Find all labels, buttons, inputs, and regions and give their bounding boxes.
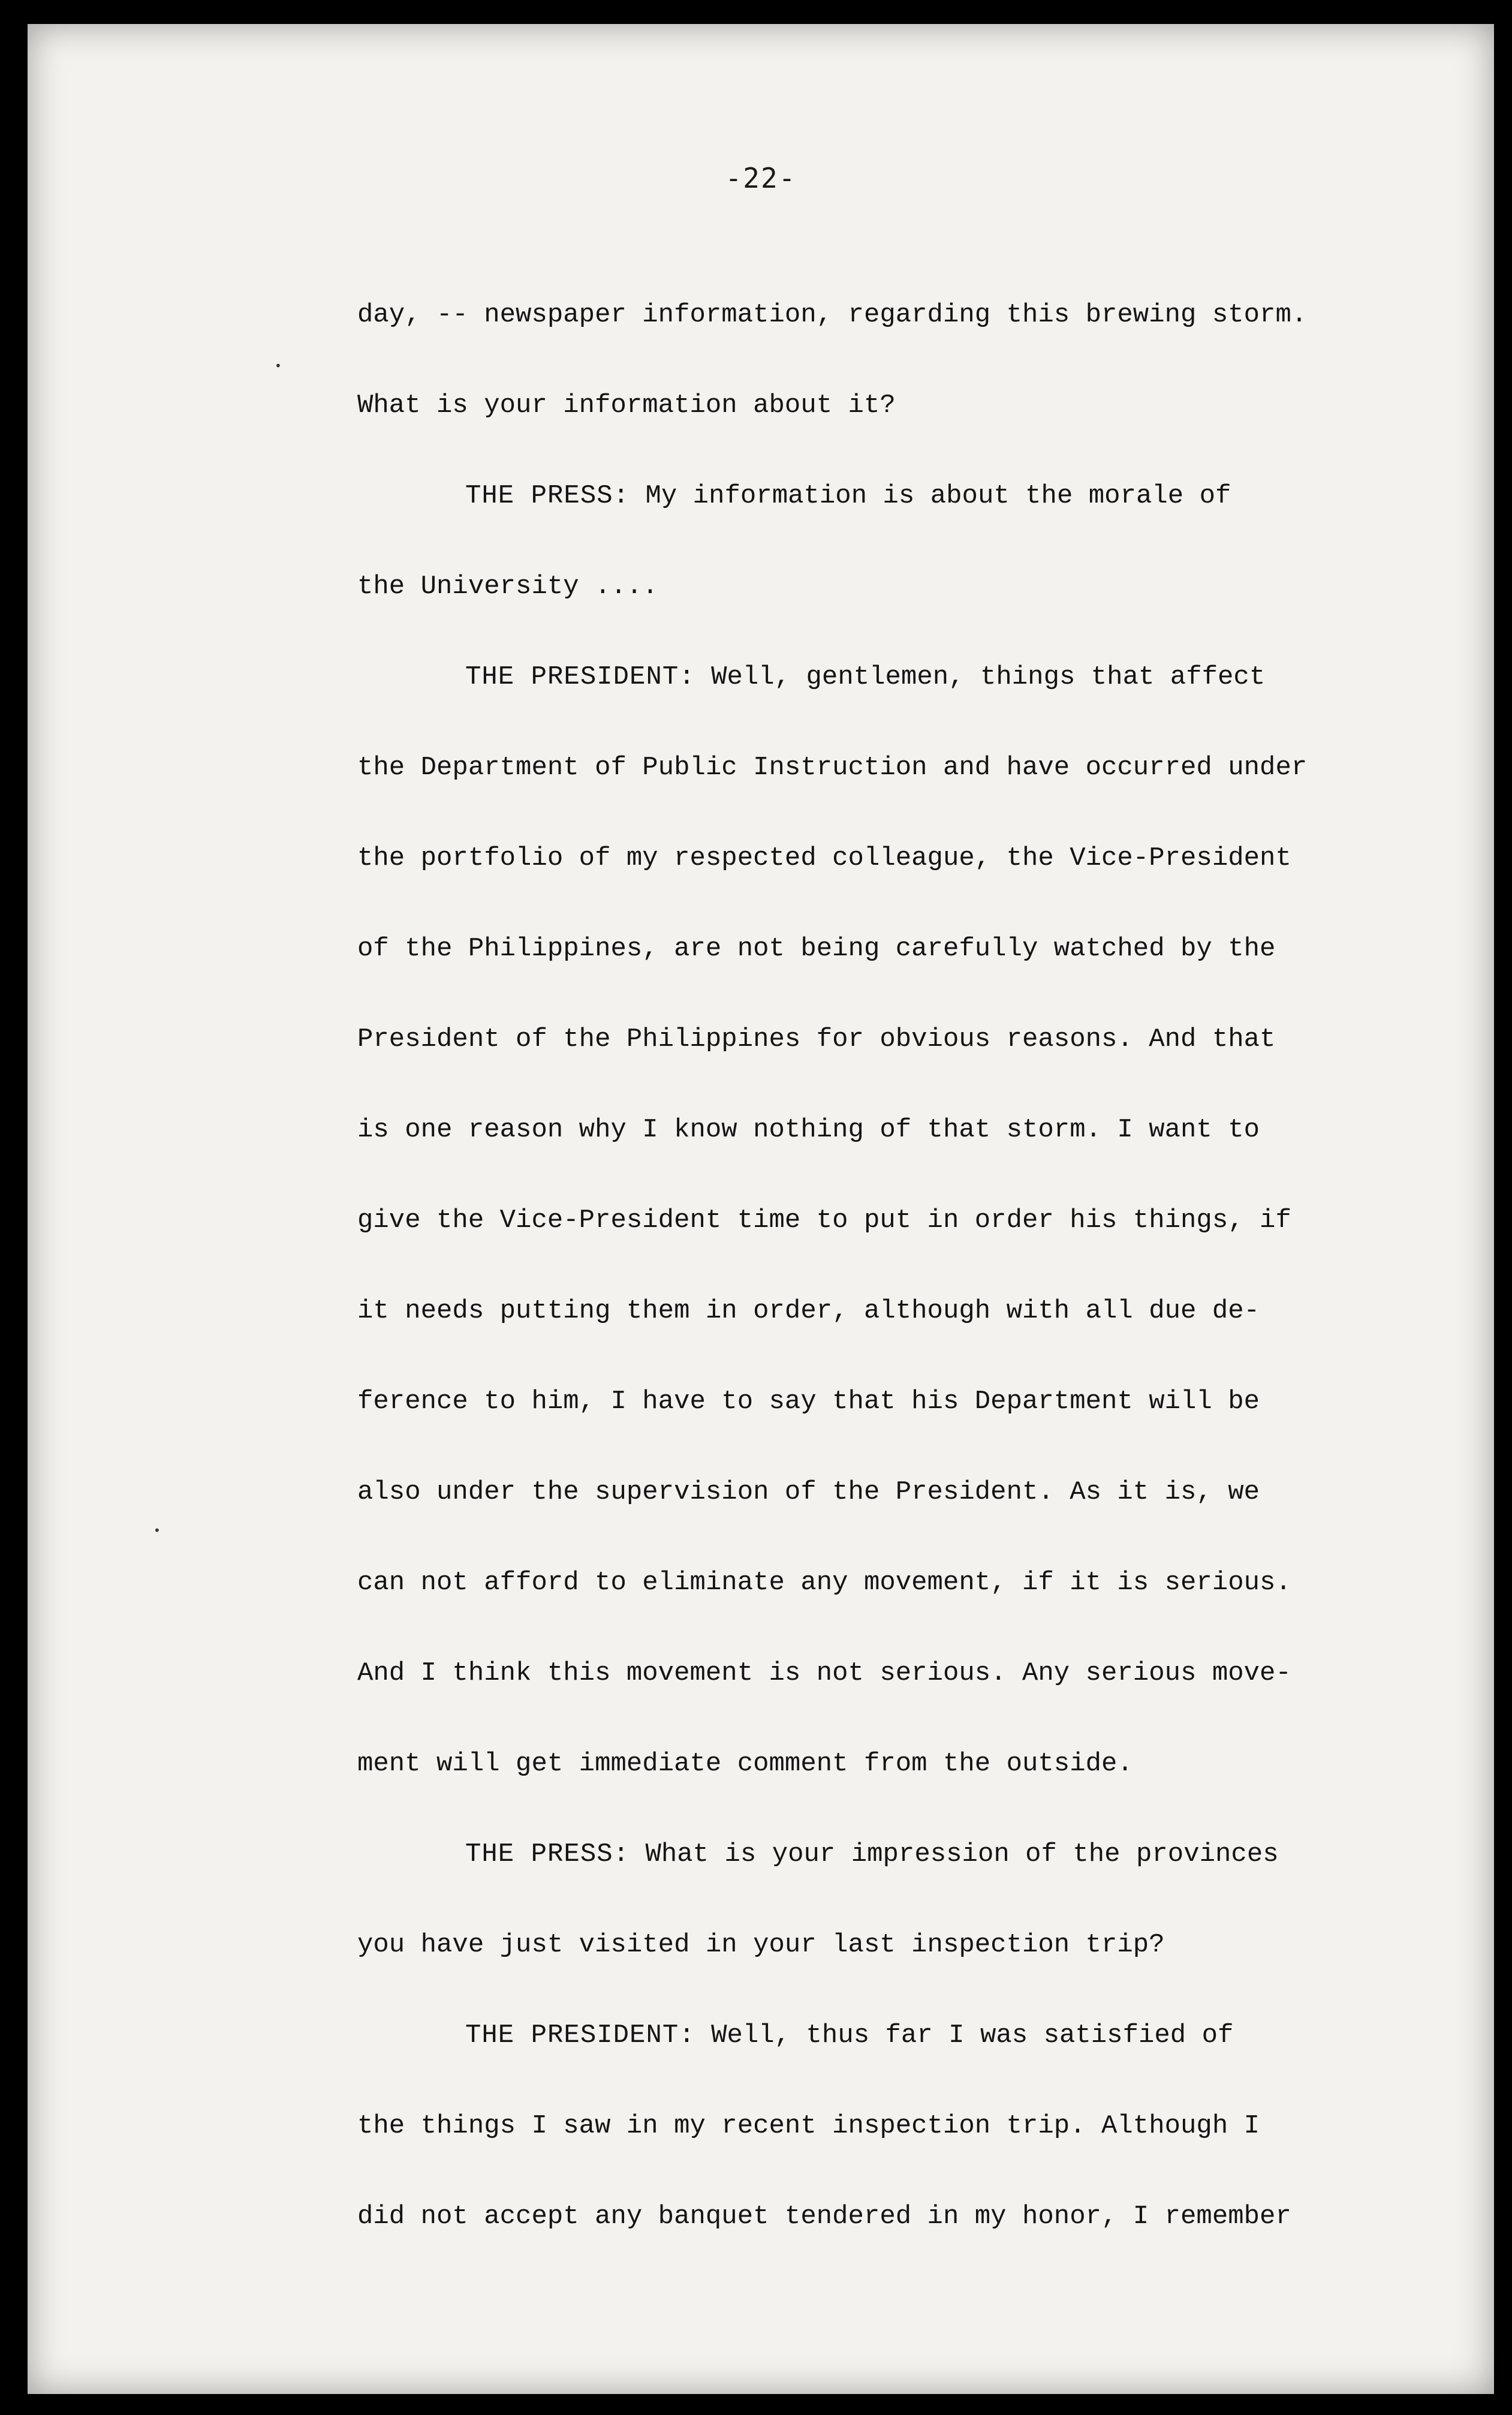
text-line: ment will get immediate comment from the outside. bbox=[357, 1749, 1133, 1779]
text-line: can not afford to eliminate any movement, if it is serious. bbox=[357, 1568, 1291, 1598]
text-line: And I think this movement is not serious. Any serious move- bbox=[357, 1658, 1291, 1688]
text-line: Well, gentlemen, things that affect bbox=[711, 662, 1266, 692]
text-line: you have just visited in your last inspection trip? bbox=[357, 1930, 1165, 1960]
text-line: My information is about the morale of bbox=[645, 481, 1231, 511]
text-line: day, -- newspaper information, regarding this brewing storm. bbox=[357, 300, 1308, 330]
text-line: the Department of Public Instruction and have occurred under bbox=[357, 753, 1308, 783]
page-number: -22- bbox=[725, 162, 797, 194]
document-page bbox=[28, 24, 1494, 2394]
speaker-label: THE PRESIDENT: bbox=[465, 2020, 695, 2050]
text-line: also under the supervision of the President. As it is, we bbox=[357, 1477, 1260, 1507]
text-line: it needs putting them in order, although with all due de- bbox=[357, 1296, 1260, 1326]
ink-dot: • bbox=[153, 1523, 161, 1538]
text-line: the things I saw in my recent inspection trip. Although I bbox=[357, 2111, 1260, 2141]
paragraph-first-line bbox=[357, 1990, 1293, 2081]
text-line: did not accept any banquet tendered in my honor, I remember bbox=[357, 2202, 1291, 2231]
text-line: give the Vice-President time to put in order his things, if bbox=[357, 1205, 1291, 1235]
paragraph-first-line bbox=[357, 1809, 1293, 1900]
text-line: ference to him, I have to say that his Department will be bbox=[357, 1387, 1260, 1416]
text-line: What is your information about it? bbox=[357, 390, 896, 420]
text-line: What is your impression of the provinces bbox=[645, 1839, 1279, 1869]
text-line: of the Philippines, are not being carefully watched by the bbox=[357, 934, 1276, 964]
paragraph-first-line bbox=[357, 451, 1293, 542]
speaker-label: THE PRESIDENT: bbox=[465, 662, 695, 692]
speaker-label: THE PRESS: bbox=[465, 1839, 630, 1869]
text-line: Well, thus far I was satisfied of bbox=[711, 2020, 1234, 2050]
paragraph-first-line bbox=[357, 632, 1293, 723]
text-line: the University .... bbox=[357, 572, 658, 602]
ink-dot: • bbox=[275, 359, 282, 373]
text-line: is one reason why I know nothing of that storm. I want to bbox=[357, 1115, 1260, 1145]
speaker-label: THE PRESS: bbox=[465, 481, 630, 511]
transcript-body bbox=[357, 270, 1308, 2262]
text-line: President of the Philippines for obvious reasons. And that bbox=[357, 1024, 1276, 1054]
text-line: the portfolio of my respected colleague, the Vice-President bbox=[357, 843, 1291, 873]
